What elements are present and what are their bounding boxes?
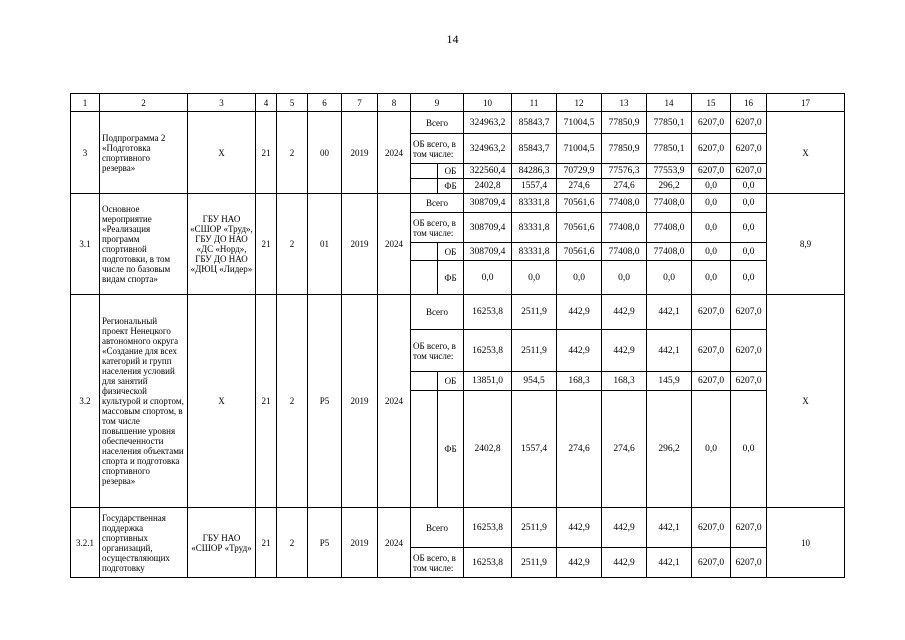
header-cell-16: 16 [731,94,767,112]
event-name: Подпрограмма 2 «Подготовка спортивного резерва» [100,112,188,194]
value-cell: 274,6 [602,179,647,194]
source-label: Всего [411,508,464,548]
value-cell: 442,9 [602,295,647,330]
executor: ГБУ НАО «СШОР «Труд», ГБУ ДО НАО «ДС «Норд», ГБУ ДО НАО «ДЮЦ «Лидер» [188,194,256,295]
value-cell: 16253,8 [464,508,512,548]
value-cell: 168,3 [602,372,647,391]
value-cell: 0,0 [647,261,692,295]
value-cell: 77408,0 [602,213,647,243]
source-sub-label: ФБ [438,179,464,194]
value-cell: 954,5 [512,372,557,391]
header-cell-9: 9 [411,94,464,112]
value-cell: 16253,8 [464,295,512,330]
header-cell-2: 2 [100,94,188,112]
value-cell: 0,0 [512,261,557,295]
value-cell: 0,0 [692,194,731,213]
value-cell: 0,0 [692,179,731,194]
blank-cell [411,243,438,261]
value-cell: 77408,0 [647,213,692,243]
value-cell: 274,6 [602,391,647,508]
end-year: 2024 [378,194,411,295]
table-row [71,194,845,213]
source-label: Всего [411,112,464,134]
value-cell: 274,6 [557,179,602,194]
value-cell: 6207,0 [692,134,731,164]
header-cell-11: 11 [512,94,557,112]
blank-cell [411,391,438,508]
value-cell: 77408,0 [647,243,692,261]
end-year: 2024 [378,112,411,194]
executor: Х [188,112,256,194]
value-cell: 6207,0 [692,330,731,372]
value-cell: 6207,0 [731,112,767,134]
start-year: 2019 [342,295,378,508]
value-cell: 6207,0 [731,548,767,578]
value-cell: 6207,0 [731,295,767,330]
source-label: ОБ всего, в том числе: [411,134,464,164]
source-sub-label: ОБ [438,372,464,391]
value-cell: 77576,3 [602,164,647,179]
value-cell: 442,9 [602,548,647,578]
value-cell: 442,1 [647,548,692,578]
header-cell-4: 4 [256,94,277,112]
value-cell: 16253,8 [464,330,512,372]
row-number: 3.2.1 [71,508,100,578]
code-4: 21 [256,295,277,508]
value-cell: 296,2 [647,391,692,508]
value-cell: 0,0 [731,391,767,508]
source-label: Всего [411,295,464,330]
table-row [71,295,845,330]
value-cell: 77408,0 [602,243,647,261]
table-row [71,508,845,548]
value-cell: 2511,9 [512,330,557,372]
source-label: ОБ всего, в том числе: [411,330,464,372]
indicator-ref: 10 [767,508,845,578]
row-number: 3.2 [71,295,100,508]
value-cell: 6207,0 [731,134,767,164]
value-cell: 71004,5 [557,134,602,164]
value-cell: 322560,4 [464,164,512,179]
blank-cell [411,261,438,295]
value-cell: 308709,4 [464,213,512,243]
row-number: 3 [71,112,100,194]
value-cell: 77850,9 [602,112,647,134]
source-label: ОБ всего, в том числе: [411,548,464,578]
indicator-ref: 8,9 [767,194,845,295]
code-6: 01 [308,194,342,295]
header-cell-14: 14 [647,94,692,112]
value-cell: 442,9 [557,508,602,548]
value-cell: 6207,0 [731,508,767,548]
value-cell: 1557,4 [512,391,557,508]
value-cell: 2402,8 [464,391,512,508]
header-cell-17: 17 [767,94,845,112]
value-cell: 2402,8 [464,179,512,194]
indicator-ref: Х [767,112,845,194]
value-cell: 168,3 [557,372,602,391]
value-cell: 70729,9 [557,164,602,179]
value-cell: 77850,9 [602,134,647,164]
code-4: 21 [256,194,277,295]
value-cell: 0,0 [692,391,731,508]
blank-cell [411,164,438,179]
header-row [71,94,845,112]
header-cell-1: 1 [71,94,100,112]
value-cell: 274,6 [557,391,602,508]
source-label: ОБ всего, в том числе: [411,213,464,243]
header-cell-10: 10 [464,94,512,112]
value-cell: 2511,9 [512,548,557,578]
value-cell: 85843,7 [512,112,557,134]
code-5: 2 [277,112,308,194]
value-cell: 77850,1 [647,112,692,134]
value-cell: 6207,0 [692,508,731,548]
header-cell-13: 13 [602,94,647,112]
value-cell: 6207,0 [731,164,767,179]
value-cell: 6207,0 [731,372,767,391]
budget-table [70,93,845,578]
source-sub-label: ОБ [438,164,464,179]
value-cell: 308709,4 [464,243,512,261]
code-5: 2 [277,295,308,508]
value-cell: 442,1 [647,508,692,548]
header-cell-12: 12 [557,94,602,112]
header-cell-8: 8 [378,94,411,112]
value-cell: 1557,4 [512,179,557,194]
executor: ГБУ НАО «СШОР «Труд» [188,508,256,578]
value-cell: 6207,0 [692,295,731,330]
value-cell: 0,0 [602,261,647,295]
code-6: Р5 [308,508,342,578]
value-cell: 296,2 [647,179,692,194]
code-6: 00 [308,112,342,194]
value-cell: 84286,3 [512,164,557,179]
value-cell: 442,1 [647,330,692,372]
value-cell: 0,0 [731,213,767,243]
code-4: 21 [256,112,277,194]
value-cell: 0,0 [731,243,767,261]
value-cell: 0,0 [731,179,767,194]
start-year: 2019 [342,508,378,578]
row-number: 3.1 [71,194,100,295]
value-cell: 6207,0 [692,548,731,578]
value-cell: 85843,7 [512,134,557,164]
value-cell: 83331,8 [512,243,557,261]
value-cell: 0,0 [731,194,767,213]
value-cell: 2511,9 [512,295,557,330]
code-4: 21 [256,508,277,578]
value-cell: 16253,8 [464,548,512,578]
value-cell: 6207,0 [731,330,767,372]
value-cell: 2511,9 [512,508,557,548]
header-cell-3: 3 [188,94,256,112]
start-year: 2019 [342,112,378,194]
page-number: 14 [446,32,459,46]
header-cell-15: 15 [692,94,731,112]
value-cell: 324963,2 [464,134,512,164]
event-name: Региональный проект Ненецкого автономного округа «Создание для всех категорий и групп населения условий для занятий физической культурой и спортом, массовым спортом, в том числе повышение уровня обеспеченности населения объектами спорта и подготовка спортивного резерва» [100,295,188,508]
value-cell: 70561,6 [557,213,602,243]
value-cell: 308709,4 [464,194,512,213]
blank-cell [411,179,438,194]
code-5: 2 [277,194,308,295]
value-cell: 6207,0 [692,112,731,134]
end-year: 2024 [378,508,411,578]
value-cell: 0,0 [557,261,602,295]
value-cell: 145,9 [647,372,692,391]
start-year: 2019 [342,194,378,295]
value-cell: 77408,0 [602,194,647,213]
value-cell: 83331,8 [512,194,557,213]
value-cell: 0,0 [692,243,731,261]
value-cell: 442,9 [557,548,602,578]
source-sub-label: ФБ [438,391,464,508]
value-cell: 0,0 [731,261,767,295]
table-row [71,112,845,134]
value-cell: 6207,0 [692,164,731,179]
value-cell: 442,1 [647,295,692,330]
header-cell-6: 6 [308,94,342,112]
value-cell: 442,9 [602,330,647,372]
event-name: Основное мероприятие «Реализация программ спортивной подготовки, в том числе по базовым видам спорта» [100,194,188,295]
value-cell: 442,9 [602,508,647,548]
value-cell: 77850,1 [647,134,692,164]
value-cell: 13851,0 [464,372,512,391]
end-year: 2024 [378,295,411,508]
value-cell: 77408,0 [647,194,692,213]
indicator-ref: Х [767,295,845,508]
value-cell: 324963,2 [464,112,512,134]
header-cell-7: 7 [342,94,378,112]
source-sub-label: ФБ [438,261,464,295]
value-cell: 0,0 [692,213,731,243]
code-6: Р5 [308,295,342,508]
header-cell-5: 5 [277,94,308,112]
value-cell: 6207,0 [692,372,731,391]
code-5: 2 [277,508,308,578]
event-name: Государственная поддержка спортивных организаций, осуществляющих подготовку [100,508,188,578]
blank-cell [411,372,438,391]
value-cell: 83331,8 [512,213,557,243]
value-cell: 70561,6 [557,194,602,213]
value-cell: 77553,9 [647,164,692,179]
source-sub-label: ОБ [438,243,464,261]
value-cell: 0,0 [464,261,512,295]
source-label: Всего [411,194,464,213]
value-cell: 0,0 [692,261,731,295]
value-cell: 442,9 [557,295,602,330]
value-cell: 70561,6 [557,243,602,261]
value-cell: 442,9 [557,330,602,372]
value-cell: 71004,5 [557,112,602,134]
executor: Х [188,295,256,508]
